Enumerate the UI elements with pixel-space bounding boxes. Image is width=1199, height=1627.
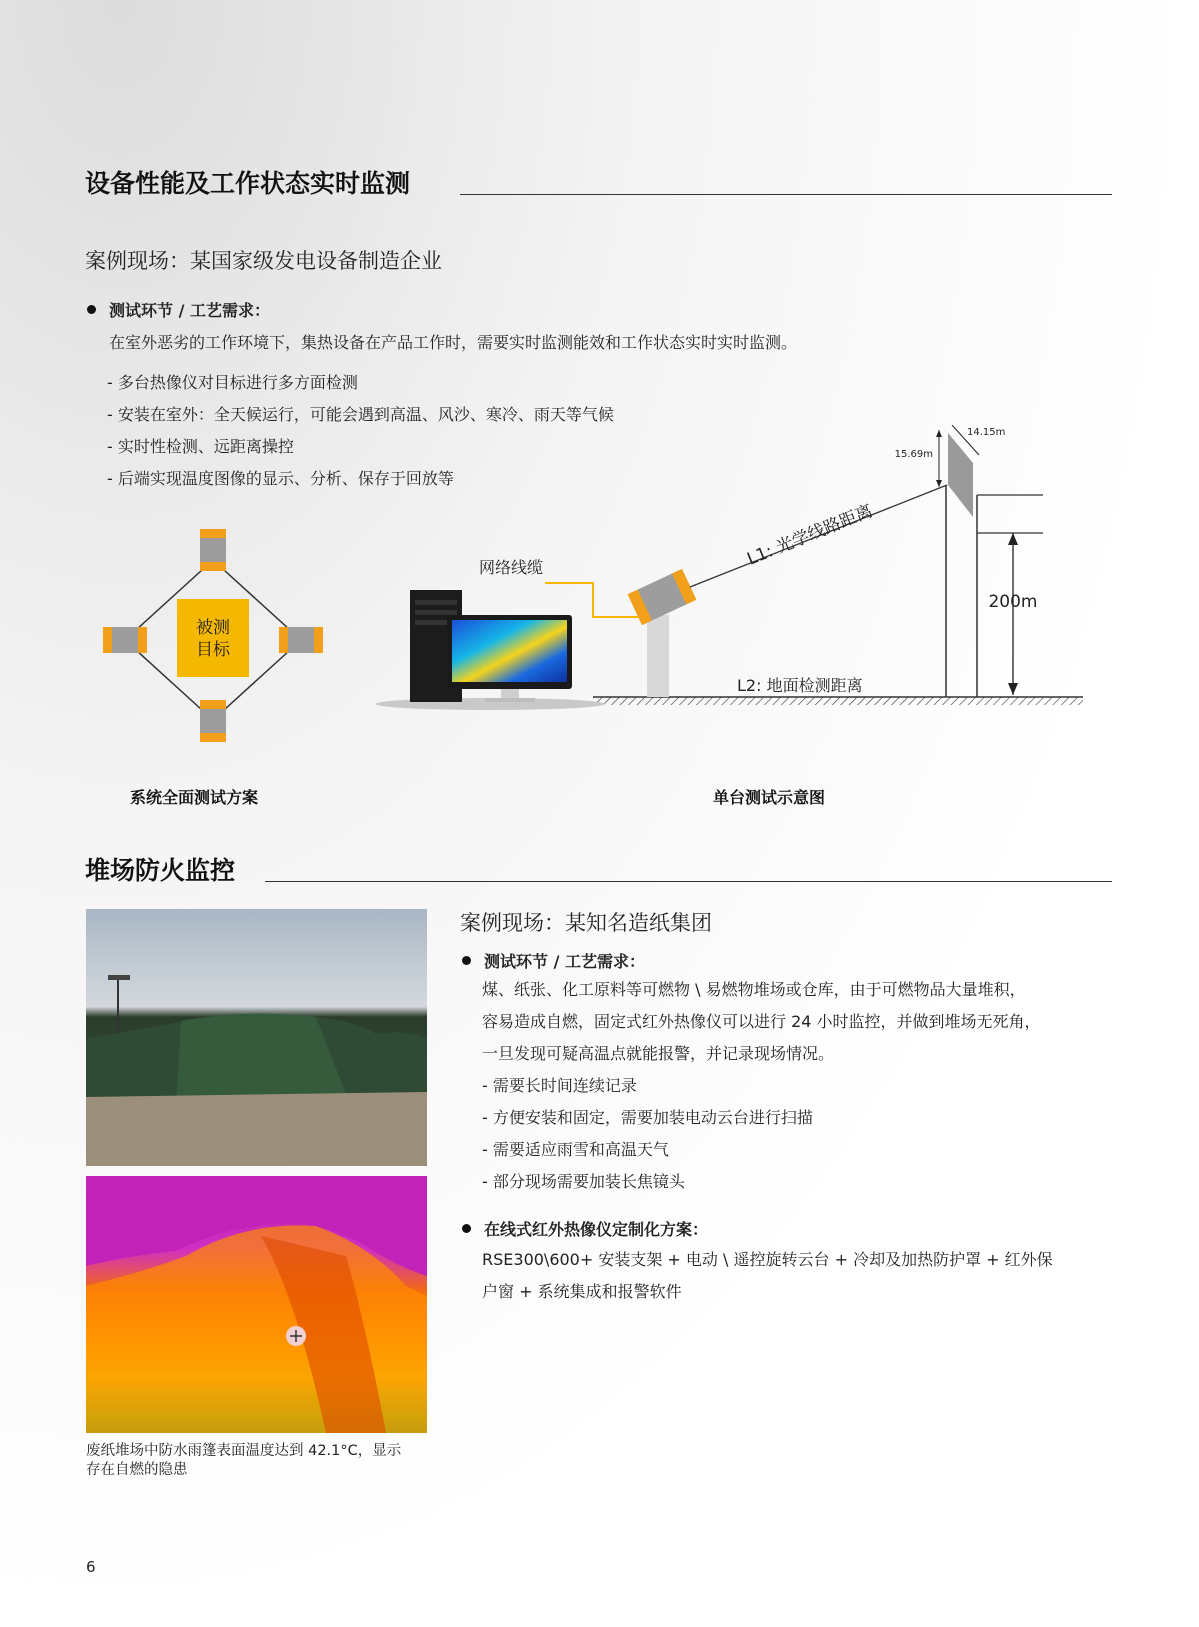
bullet-dot [462, 1224, 471, 1233]
ground-hatch [593, 697, 1083, 705]
list-item: - 方便安装和固定，需要加装电动云台进行扫描 [482, 1108, 813, 1127]
target-label-line1: 被测 [196, 618, 230, 638]
list-item: - 多台热像仪对目标进行多方面检测 [107, 373, 358, 392]
stockpile-photo-shapes [86, 909, 427, 1166]
arrow-up-icon [1008, 533, 1018, 545]
bullet-head-text: 在线式红外热像仪定制化方案： [484, 1220, 709, 1239]
single-test-diagram [365, 425, 1095, 715]
paragraph-line: 煤、纸张、化工原料等可燃物 \ 易燃物堆场或仓库，由于可燃物品大量堆积， [482, 980, 1026, 999]
single-test-caption: 单台测试示意图 [713, 788, 826, 807]
list-item: - 需要适应雨雪和高温天气 [482, 1140, 669, 1159]
section2-solution [482, 1244, 1053, 1308]
camera-icon [200, 529, 226, 571]
photo-caption [86, 1442, 431, 1480]
section1-description: 在室外恶劣的工作环境下，集热设备在产品工作时，需要实时监测能效和工作状态实时实时监测。 [109, 333, 798, 352]
stockpile-photo [86, 909, 427, 1166]
l2-label: L2: 地面检测距离 [737, 676, 863, 695]
list-item: - 实时性检测、远距离操控 [107, 437, 294, 456]
list-item: - 需要长时间连续记录 [482, 1076, 637, 1095]
panel-width-label: 14.15m [967, 427, 1006, 438]
section2-bullet2-head [462, 1217, 708, 1240]
thermal-photo [86, 1176, 427, 1433]
section2-case: 案例现场：某知名造纸集团 [460, 911, 712, 935]
section2-paragraph [482, 974, 1041, 1198]
camera-icon [103, 627, 147, 653]
bullet-head-text: 测试环节 / 工艺需求： [109, 301, 270, 320]
target-label-line2: 目标 [196, 640, 230, 660]
system-test-caption: 系统全面测试方案 [130, 788, 259, 807]
l1-label: L1: 光学线路距离 [744, 501, 876, 570]
cable-label: 网络线缆 [478, 558, 544, 577]
height-label: 200m [988, 592, 1038, 612]
solution-line: 户窗 + 系统集成和报警软件 [482, 1282, 682, 1301]
camera-icon [200, 700, 226, 742]
photo-caption-line: 废纸堆场中防水雨篷表面温度达到 42.1°C，显示 [86, 1443, 402, 1459]
section1-title-rule [460, 194, 1112, 195]
section1-case: 案例现场：某国家级发电设备制造企业 [85, 249, 442, 273]
list-item: - 后端实现温度图像的显示、分析、保存于回放等 [107, 469, 454, 488]
target-box [177, 599, 249, 677]
arrow-down-icon [936, 480, 942, 487]
photo-caption-line: 存在自燃的隐患 [86, 1462, 188, 1478]
camera-icon [279, 627, 323, 653]
paragraph-line: 容易造成自燃，固定式红外热像仪可以进行 24 小时监控，并做到堆场无死角， [482, 1012, 1041, 1031]
section1-bullet-head [87, 298, 270, 321]
target-panel [948, 433, 973, 517]
arrow-down-icon [1008, 683, 1018, 695]
panel-height-label: 15.69m [894, 449, 933, 460]
page-number: 6 [86, 1558, 96, 1576]
section1-title: 设备性能及工作状态实时监测 [85, 169, 411, 198]
bullet-dot [462, 956, 471, 965]
computer-icon [375, 590, 605, 710]
bullet-dot [87, 305, 96, 314]
camera-post [647, 615, 669, 697]
paragraph-line: 一旦发现可疑高温点就能报警，并记录现场情况。 [482, 1044, 835, 1063]
thermal-photo-shapes [86, 1176, 427, 1433]
section2-title: 堆场防火监控 [85, 856, 236, 885]
section2-bullet-head [462, 949, 645, 972]
bullet-head-text: 测试环节 / 工艺需求： [484, 952, 645, 971]
list-item: - 部分现场需要加装长焦镜头 [482, 1172, 685, 1191]
monitor-thermal-image [452, 620, 567, 682]
solution-line: RSE300\600+ 安装支架 + 电动 \ 遥控旋转云台 + 冷却及加热防护罩 + 红外保 [482, 1250, 1053, 1269]
arrow-up-icon [936, 430, 942, 437]
system-test-diagram [95, 525, 335, 755]
section2-title-rule [265, 881, 1112, 882]
list-item: - 安装在室外：全天候运行，可能会遇到高温、风沙、寒冷、雨天等气候 [107, 405, 614, 424]
